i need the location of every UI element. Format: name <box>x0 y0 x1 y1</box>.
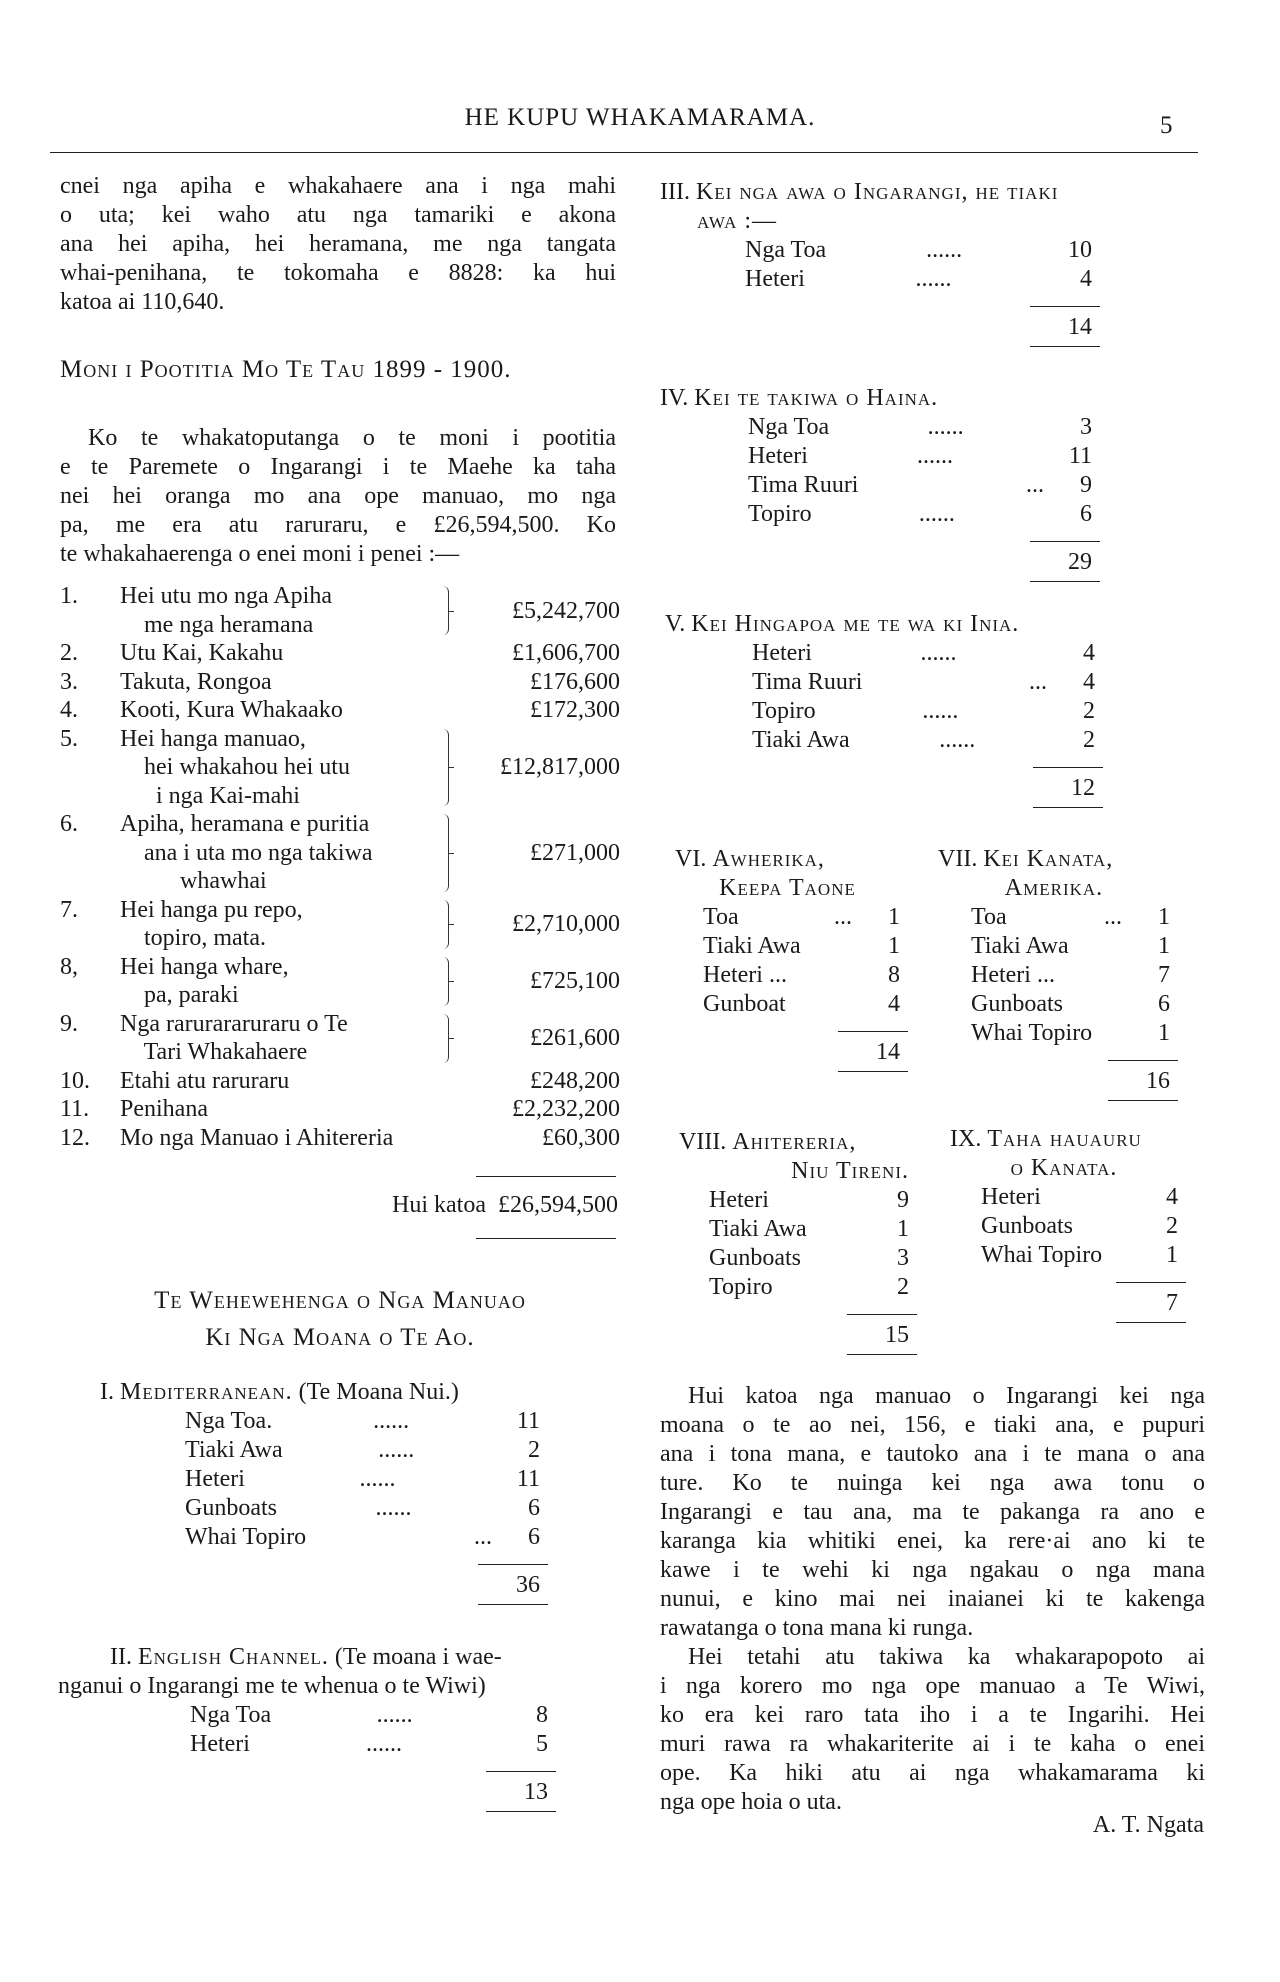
section-numeral: V. <box>665 611 686 637</box>
fleet-row <box>58 1701 548 1730</box>
budget-item-number: 6. <box>60 811 78 837</box>
paragraph-line: nei hei oranga mo ana ope manuao, mo nga <box>60 483 616 509</box>
ship-count: 1 <box>1158 904 1170 930</box>
ship-type: Heteri <box>745 266 805 292</box>
leader-dots: ...... <box>378 1437 415 1463</box>
leader-dots: ... <box>474 1524 492 1550</box>
total-rule <box>847 1354 917 1355</box>
ship-type: Tiaki Awa <box>709 1216 807 1242</box>
section-total: 12 <box>1071 775 1095 801</box>
budget-item <box>60 696 620 725</box>
total-rule <box>1108 1100 1178 1101</box>
paragraph-line: Hui katoa nga manuao o Ingarangi kei nga <box>688 1383 1205 1409</box>
fleet-row <box>665 668 1095 697</box>
ship-type: Heteri <box>981 1184 1041 1210</box>
total-rule <box>1033 807 1103 808</box>
section-total: 13 <box>524 1779 548 1805</box>
ship-count: 11 <box>516 1408 540 1434</box>
ship-type: Topiro <box>748 501 812 527</box>
brace-icon <box>442 729 449 807</box>
budget-item-number: 8, <box>60 953 78 980</box>
ship-count: 6 <box>1080 501 1092 527</box>
ship-count: 1 <box>888 904 900 930</box>
ship-type: Nga Toa. <box>185 1408 273 1434</box>
ship-count: 1 <box>1166 1242 1178 1268</box>
budget-item-line: Penihana <box>120 1096 208 1122</box>
budget-item-line: Apiha, heramana e puritia <box>120 811 370 837</box>
section-subtitle: Keepa Taone <box>719 875 856 901</box>
ship-count: 8 <box>888 962 900 988</box>
leader-dots: ...... <box>365 1731 402 1757</box>
budget-item-line: Mo nga Manuao i Ahitereria <box>120 1124 394 1151</box>
paragraph-line: cnei nga apiha e whakahaere ana i nga mahi <box>60 173 616 199</box>
ship-type: Tiaki Awa <box>752 727 850 753</box>
budget-section-heading: Moni i Pootitia Mo Te Tau 1899 - 1900. <box>60 356 512 383</box>
distribution-heading <box>60 1282 620 1356</box>
ship-count: 5 <box>536 1731 548 1757</box>
budget-item <box>60 1067 620 1096</box>
section-title: Kei nga awa o Ingarangi, he tiaki <box>695 179 1059 205</box>
ship-count: 3 <box>897 1245 909 1271</box>
budget-item <box>60 639 620 668</box>
fleet-section-2 <box>58 1643 548 1812</box>
author-signature: A. T. Ngata <box>1092 1812 1204 1838</box>
section-numeral: II. <box>110 1644 132 1670</box>
section-heading <box>938 845 1170 874</box>
budget-item-line: i nga Kai-mahi <box>120 782 300 809</box>
fleet-row <box>660 500 1092 529</box>
section-numeral: IV. <box>660 385 689 411</box>
fleet-row <box>675 932 900 961</box>
budget-item-amount: £2,710,000 <box>512 910 620 937</box>
fleet-row <box>675 903 900 932</box>
intro-paragraph <box>60 172 616 317</box>
fleet-section-6 <box>675 845 900 1072</box>
fleet-section-3 <box>660 178 1092 347</box>
section-heading <box>665 610 1095 639</box>
budget-list <box>60 582 620 1152</box>
ship-count: 2 <box>528 1437 540 1463</box>
ship-type: Whai Topiro <box>185 1524 307 1550</box>
ship-count: 8 <box>536 1702 548 1728</box>
budget-item-line: whawhai <box>120 868 267 894</box>
section-title: Ahitereria, <box>732 1129 857 1155</box>
ship-type: Heteri <box>752 640 812 666</box>
paragraph-line: Hei tetahi atu takiwa ka whakarapopoto ai <box>688 1644 1205 1670</box>
section-title: Kei Hingapoa me te wa ki Inia. <box>691 611 1020 637</box>
total-rule <box>847 1314 917 1315</box>
paragraph-line: rawatanga o tona mana ki runga. <box>660 1615 974 1641</box>
paragraph-line: moana o te ao nei, 156, e tiaki ana, e pupuri <box>660 1412 1205 1438</box>
total-rule <box>476 1238 616 1239</box>
ship-type: Nga Toa <box>745 237 827 263</box>
total-rule <box>486 1771 556 1772</box>
section-title: Mediterranean. <box>120 1379 293 1405</box>
leader-dots: ...... <box>359 1466 396 1492</box>
section-numeral: III. <box>660 179 690 205</box>
leader-dots: ... <box>1104 904 1122 930</box>
fleet-row <box>660 471 1092 500</box>
section-heading <box>100 1378 540 1407</box>
section-subtitle: Amerika. <box>1004 875 1104 901</box>
total-rule <box>838 1071 908 1072</box>
fleet-section-4 <box>660 384 1092 582</box>
paragraph-line: karanga kia whitiki enei, ka rere·ai ano ki te <box>660 1528 1205 1554</box>
paragraph-line: i nga korero mo nga ope manuao a Te Wiwi, <box>660 1673 1205 1699</box>
paragraph-line: ko era kei raro tata iho i a te Ingarihi. Hei <box>660 1702 1205 1728</box>
budget-item-line: hei whakahou hei utu <box>120 754 350 780</box>
distribution-heading-line-2: Ki Nga Moana o Te Ao. <box>205 1324 475 1351</box>
fleet-row <box>58 1730 548 1759</box>
paragraph-line: kawe i te wehi ki nga ngakau o nga mana <box>660 1557 1205 1583</box>
fleet-row <box>679 1244 909 1273</box>
header-rule <box>50 152 1198 153</box>
ship-count: 4 <box>1083 669 1095 695</box>
budget-item-number: 12. <box>60 1124 90 1151</box>
budget-item-line: Kooti, Kura Whakaako <box>120 697 343 723</box>
budget-item-line: pa, paraki <box>120 982 239 1008</box>
ship-count: 4 <box>888 991 900 1017</box>
budget-item-line: topiro, mata. <box>120 925 266 951</box>
total-rule <box>1108 1060 1178 1061</box>
fleet-row <box>660 236 1092 265</box>
grand-total-label: Hui katoa <box>392 1192 486 1218</box>
paragraph-line: o uta; kei waho atu nga tamariki e akona <box>60 202 616 228</box>
ship-count: 1 <box>888 933 900 959</box>
ship-count: 4 <box>1166 1184 1178 1210</box>
fleet-row <box>660 265 1092 294</box>
section-title: Taha hauauru <box>987 1126 1142 1152</box>
budget-item-number: 5. <box>60 725 78 752</box>
section-heading <box>675 845 900 874</box>
leader-dots: ...... <box>939 727 976 753</box>
section-heading <box>660 384 1092 413</box>
ship-type: Gunboats <box>981 1213 1073 1239</box>
budget-item-line: Etahi atu raruraru <box>120 1067 290 1094</box>
leader-dots: ...... <box>926 237 963 263</box>
section-numeral: I. <box>100 1379 114 1405</box>
closing-paragraph <box>660 1382 1205 1817</box>
ship-count: 11 <box>516 1466 540 1492</box>
total-rule <box>478 1564 548 1565</box>
paragraph-line: nga ope hoia o uta. <box>660 1789 842 1815</box>
fleet-row <box>679 1273 909 1302</box>
total-rule <box>1116 1282 1186 1283</box>
ship-count: 6 <box>528 1524 540 1550</box>
brace-icon <box>442 900 449 949</box>
section-total: 15 <box>885 1322 909 1348</box>
brace-icon <box>442 814 449 892</box>
fleet-row <box>660 413 1092 442</box>
ship-count: 11 <box>1068 443 1092 469</box>
budget-item <box>60 1010 620 1067</box>
leader-dots: ...... <box>373 1408 410 1434</box>
ship-type: Gunboats <box>185 1495 277 1521</box>
leader-dots: ... <box>834 904 852 930</box>
budget-item-amount: £271,000 <box>530 839 620 866</box>
section-heading <box>58 1643 548 1701</box>
budget-item-amount: £176,600 <box>530 668 620 695</box>
section-note: (Te Moana Nui.) <box>298 1379 459 1405</box>
budget-item-number: 9. <box>60 1010 78 1037</box>
paragraph-line: Ko te whakatoputanga o te moni i pootitia <box>88 425 616 451</box>
ship-count: 9 <box>1080 472 1092 498</box>
fleet-row <box>665 639 1095 668</box>
budget-item-amount: £725,100 <box>530 967 620 994</box>
ship-count: 2 <box>1083 727 1095 753</box>
ship-count: 1 <box>1158 933 1170 959</box>
section-total: 16 <box>1146 1068 1170 1094</box>
fleet-section-8 <box>679 1128 909 1355</box>
budget-item-amount: £2,232,200 <box>512 1096 620 1122</box>
ship-type: Nga Toa <box>190 1702 272 1728</box>
section-numeral: VI. <box>675 846 707 872</box>
fleet-row <box>938 903 1170 932</box>
budget-item-line: Hei hanga pu repo, <box>120 896 303 923</box>
fleet-row <box>679 1215 909 1244</box>
fleet-row <box>100 1523 540 1552</box>
fleet-row <box>100 1494 540 1523</box>
fleet-section-1 <box>100 1378 540 1605</box>
ship-count: 3 <box>1080 414 1092 440</box>
ship-type: Toa <box>703 904 739 930</box>
brace-icon <box>442 957 449 1006</box>
paragraph-line: te whakahaerenga o enei moni i penei :— <box>60 541 460 567</box>
paragraph-line: katoa ai 110,640. <box>60 289 225 315</box>
grand-total <box>392 1192 618 1219</box>
total-rule <box>476 1176 616 1177</box>
paragraph-line: pa, me era atu raruraru, e £26,594,500. Ko <box>60 512 616 538</box>
running-header-title: HE KUPU WHAKAMARAMA. <box>464 104 816 131</box>
ship-type: Heteri ... <box>703 962 787 988</box>
fleet-row <box>665 697 1095 726</box>
paragraph-line: whai-penihana, te tokomaha e 8828: ka hui <box>60 260 616 286</box>
paragraph-line: ture. Ko te nuinga kei nga awa tonu o <box>660 1470 1205 1496</box>
section-heading <box>679 1128 909 1157</box>
budget-item-number: 4. <box>60 697 78 723</box>
budget-item-line: me nga heramana <box>120 611 314 638</box>
budget-item <box>60 668 620 697</box>
page-number: 5 <box>1160 112 1173 139</box>
budget-item-amount: £5,242,700 <box>512 597 620 624</box>
fleet-section-9 <box>950 1125 1178 1323</box>
budget-item-amount: £12,817,000 <box>500 754 620 780</box>
fleet-row <box>675 961 900 990</box>
ship-count: 6 <box>1158 991 1170 1017</box>
ship-type: Gunboats <box>709 1245 801 1271</box>
fleet-row <box>938 1019 1170 1048</box>
total-rule <box>1030 346 1100 347</box>
paragraph-line: ana hei apiha, hei heramana, me nga tangata <box>60 231 616 257</box>
ship-count: 10 <box>1068 237 1092 263</box>
ship-count: 4 <box>1080 266 1092 292</box>
budget-item-line: Takuta, Rongoa <box>120 668 272 695</box>
budget-item-number: 1. <box>60 583 78 609</box>
budget-item <box>60 1124 620 1153</box>
ship-count: 2 <box>897 1274 909 1300</box>
total-rule <box>1030 581 1100 582</box>
budget-item-amount: £261,600 <box>530 1024 620 1051</box>
fleet-row <box>938 961 1170 990</box>
section-subtitle: o Kanata. <box>1010 1155 1118 1181</box>
leader-dots: ... <box>1026 472 1044 498</box>
total-rule <box>1030 541 1100 542</box>
ship-type: Whai Topiro <box>981 1242 1103 1268</box>
brace-icon <box>442 1014 449 1063</box>
section-total: 14 <box>876 1039 900 1065</box>
ship-count: 1 <box>897 1216 909 1242</box>
ship-type: Tima Ruuri <box>748 472 859 498</box>
fleet-row <box>938 990 1170 1019</box>
section-subtitle: awa :— <box>697 208 778 234</box>
section-title: English Channel. <box>137 1644 329 1670</box>
section-title: Awherika, <box>712 846 825 872</box>
paragraph-line: muri rawa ra whakariterite ai i te kaha o enei <box>660 1731 1205 1757</box>
total-rule <box>1033 767 1103 768</box>
ship-type: Heteri <box>185 1466 245 1492</box>
ship-count: 7 <box>1158 962 1170 988</box>
ship-count: 6 <box>528 1495 540 1521</box>
section-note: (Te moana i wae-nganui o Ingarangi me te whenua o te Wiwi) <box>58 1644 502 1699</box>
fleet-row <box>675 990 900 1019</box>
paragraph-line: nunui, e kino mai nei inaianei ki te kakenga <box>660 1586 1205 1612</box>
ship-type: Gunboat <box>703 991 786 1017</box>
ship-type: Topiro <box>709 1274 773 1300</box>
fleet-row <box>100 1407 540 1436</box>
total-rule <box>486 1811 556 1812</box>
leader-dots: ...... <box>918 501 955 527</box>
leader-dots: ...... <box>376 1702 413 1728</box>
leader-dots: ...... <box>916 443 953 469</box>
budget-item-line: Hei hanga manuao, <box>120 725 306 752</box>
budget-item <box>60 725 620 811</box>
brace-icon <box>442 586 449 635</box>
section-numeral: IX. <box>950 1126 982 1152</box>
section-total: 29 <box>1068 549 1092 575</box>
total-rule <box>1030 306 1100 307</box>
fleet-row <box>950 1183 1178 1212</box>
total-rule <box>478 1604 548 1605</box>
section-heading <box>950 1125 1178 1154</box>
section-total: 7 <box>1166 1290 1178 1316</box>
section-numeral: VIII. <box>679 1129 727 1155</box>
fleet-section-7 <box>938 845 1170 1101</box>
ship-type: Heteri ... <box>971 962 1055 988</box>
paragraph-line: ope. Ka hiki atu ai nga whakamarama ki <box>660 1760 1205 1786</box>
section-title: Kei te takiwa o Haina. <box>694 385 939 411</box>
ship-type: Tiaki Awa <box>703 933 801 959</box>
ship-count: 2 <box>1083 698 1095 724</box>
budget-item-line: ana i uta mo nga takiwa <box>120 839 373 866</box>
budget-item-amount: £172,300 <box>530 697 620 723</box>
grand-total-amount: £26,594,500 <box>498 1192 618 1218</box>
section-total: 36 <box>516 1572 540 1598</box>
fleet-row <box>679 1186 909 1215</box>
section-subtitle: Niu Tireni. <box>791 1158 909 1184</box>
distribution-heading-line-1: Te Wehewehenga o Nga Manuao <box>154 1287 526 1314</box>
section-title: Kei Kanata, <box>983 846 1114 872</box>
fleet-row <box>100 1436 540 1465</box>
ship-type: Whai Topiro <box>971 1020 1093 1046</box>
ship-count: 9 <box>897 1187 909 1213</box>
fleet-row <box>950 1212 1178 1241</box>
budget-item <box>60 582 620 639</box>
budget-item <box>60 810 620 896</box>
ship-type: Tiaki Awa <box>971 933 1069 959</box>
fleet-row <box>665 726 1095 755</box>
paragraph-line: Ingarangi e tau ana, ma te pakanga ra ano e <box>660 1499 1205 1525</box>
budget-item-line: Hei utu mo nga Apiha <box>120 583 332 609</box>
ship-count: 4 <box>1083 640 1095 666</box>
budget-item-amount: £60,300 <box>542 1124 620 1151</box>
leader-dots: ...... <box>920 640 957 666</box>
leader-dots: ... <box>1029 669 1047 695</box>
budget-item <box>60 953 620 1010</box>
fleet-row <box>950 1241 1178 1270</box>
ship-count: 1 <box>1158 1020 1170 1046</box>
fleet-row <box>938 932 1170 961</box>
section-total: 14 <box>1068 314 1092 340</box>
paragraph-line: ana i tona mana, e tautoko ana i te mana o ana <box>660 1441 1205 1467</box>
ship-type: Heteri <box>190 1731 250 1757</box>
ship-type: Gunboats <box>971 991 1063 1017</box>
fleet-section-5 <box>665 610 1095 808</box>
leader-dots: ...... <box>922 698 959 724</box>
budget-intro-paragraph <box>60 424 616 569</box>
budget-item-number: 2. <box>60 640 78 666</box>
ship-type: Heteri <box>748 443 808 469</box>
ship-type: Heteri <box>709 1187 769 1213</box>
budget-item-line: Utu Kai, Kakahu <box>120 640 284 666</box>
fleet-row <box>660 442 1092 471</box>
ship-type: Toa <box>971 904 1007 930</box>
ship-count: 2 <box>1166 1213 1178 1239</box>
ship-type: Tima Ruuri <box>752 669 863 695</box>
budget-item-number: 10. <box>60 1067 90 1094</box>
budget-item-line: Tari Whakahaere <box>120 1039 308 1065</box>
leader-dots: ...... <box>375 1495 412 1521</box>
budget-item <box>60 1095 620 1124</box>
paragraph-line: e te Paremete o Ingarangi i te Maehe ka taha <box>60 454 616 480</box>
leader-dots: ...... <box>915 266 952 292</box>
fleet-row <box>100 1465 540 1494</box>
budget-item-number: 3. <box>60 668 78 695</box>
budget-item-number: 11. <box>60 1096 90 1122</box>
budget-item-amount: £248,200 <box>530 1067 620 1094</box>
budget-item-line: Hei hanga whare, <box>120 953 289 980</box>
ship-type: Tiaki Awa <box>185 1437 283 1463</box>
budget-item-amount: £1,606,700 <box>512 640 620 666</box>
budget-item <box>60 896 620 953</box>
total-rule <box>838 1031 908 1032</box>
leader-dots: ...... <box>927 414 964 440</box>
budget-item-number: 7. <box>60 896 78 923</box>
ship-type: Topiro <box>752 698 816 724</box>
ship-type: Nga Toa <box>748 414 830 440</box>
budget-item-line: Nga rarurararuraru o Te <box>120 1010 348 1037</box>
total-rule <box>1116 1322 1186 1323</box>
section-heading <box>660 178 1092 207</box>
section-numeral: VII. <box>938 846 978 872</box>
